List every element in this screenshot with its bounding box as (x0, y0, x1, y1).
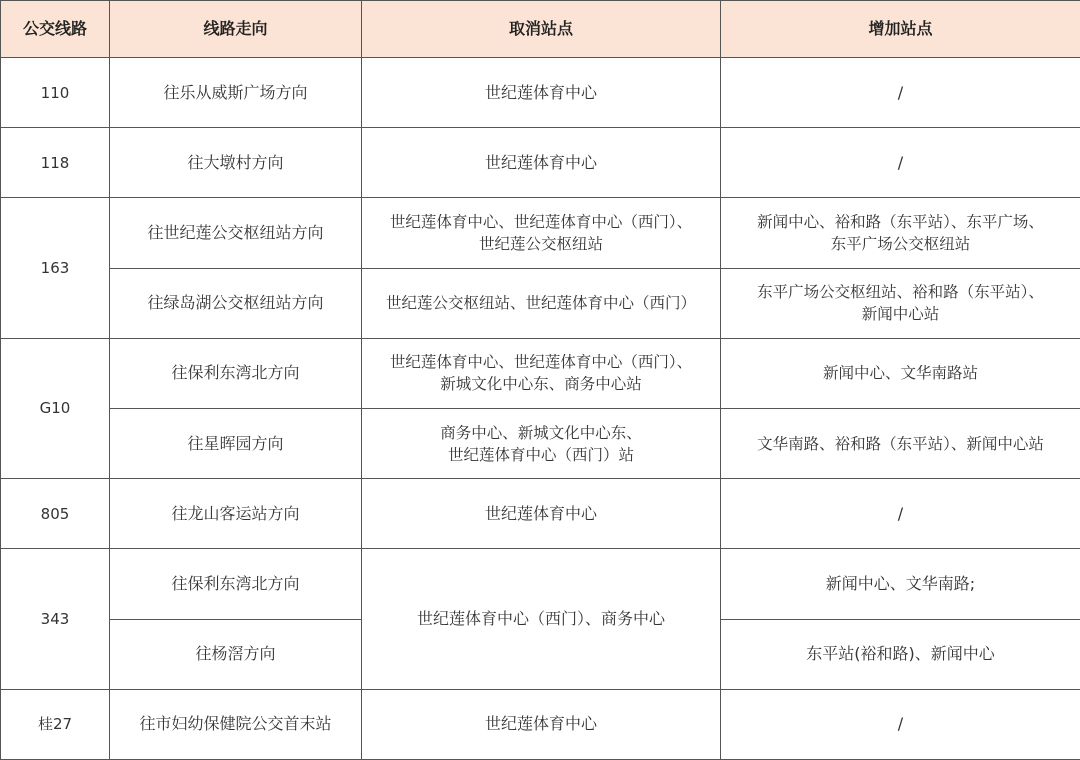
cancelled-stops-text: 世纪莲体育中心（西门）、商务中心 (416, 609, 665, 628)
added-stops-cell (721, 58, 1080, 128)
cancelled-stops-text: 世纪莲公交枢纽站、世纪莲体育中心（西门） (385, 294, 696, 313)
added-stops-text: 东平广场公交枢纽站、裕和路（东平站）、 (757, 283, 1044, 302)
table-row (1, 58, 1080, 128)
table-row (1, 549, 1080, 619)
cancelled-stops-cell (362, 58, 721, 128)
added-stops-cell (721, 268, 1080, 338)
added-stops-cell (721, 128, 1080, 198)
route-direction-cell: 往乐从威斯广场方向 (110, 58, 362, 128)
cancelled-stops-cell (362, 338, 721, 408)
added-stops-cell (721, 198, 1080, 268)
route-direction-cell: 往市妇幼保健院公交首末站 (110, 689, 362, 759)
cancelled-stops-text: 世纪莲体育中心、世纪莲体育中心（西门）、 (389, 212, 693, 231)
cancelled-stops-text: 世纪莲体育中心（西门）站 (447, 445, 634, 464)
route-direction-cell: 往龙山客运站方向 (110, 479, 362, 549)
route-direction-cell: 往世纪莲公交枢纽站方向 (110, 198, 362, 268)
cancelled-stops-cell (362, 408, 721, 478)
table-row (1, 198, 1080, 268)
cancelled-stops-text: 世纪莲体育中心 (484, 714, 597, 734)
route-direction-cell: 往杨滘方向 (110, 619, 362, 689)
table-row (1, 479, 1080, 549)
bus-line-cell: 桂27 (1, 689, 110, 759)
added-stops-cell (721, 619, 1080, 689)
table-row (1, 128, 1080, 198)
bus-line-cell: 805 (1, 479, 110, 549)
cancelled-stops-cell (362, 128, 721, 198)
added-stops-cell (721, 549, 1080, 619)
cancelled-stops-cell (362, 198, 721, 268)
cancelled-stops-text: 世纪莲公交枢纽站 (478, 234, 603, 253)
cancelled-stops-cell (362, 689, 721, 759)
table-row (1, 268, 1080, 338)
route-direction-cell: 往绿岛湖公交枢纽站方向 (110, 268, 362, 338)
bus-line-cell: 118 (1, 128, 110, 198)
added-stops-text: 新闻中心站 (861, 305, 940, 324)
route-direction-cell: 往保利东湾北方向 (110, 549, 362, 619)
added-stops-text: 文华南路、裕和路（东平站）、新闻中心站 (757, 434, 1044, 453)
cancelled-stops-text: 世纪莲体育中心 (484, 82, 597, 102)
table-row (1, 338, 1080, 408)
added-stops-text: / (897, 714, 904, 734)
bus-line-cell: G10 (1, 338, 110, 478)
added-stops-text: / (897, 503, 904, 523)
cancelled-stops-cell (362, 479, 721, 549)
cancelled-stops-text: 新城文化中心东、商务中心站 (440, 375, 642, 394)
added-stops-cell (721, 338, 1080, 408)
header-added-stops: 增加站点 (721, 1, 1080, 58)
cancelled-stops-text: 世纪莲体育中心 (484, 152, 597, 172)
added-stops-text: 东平广场公交枢纽站 (830, 234, 971, 253)
cancelled-stops-text: 世纪莲体育中心 (484, 503, 597, 523)
bus-line-cell: 343 (1, 549, 110, 689)
table-row (1, 408, 1080, 478)
added-stops-text: 新闻中心、裕和路（东平站）、东平广场、 (757, 212, 1044, 231)
table-row (1, 689, 1080, 759)
bus-line-cell: 110 (1, 58, 110, 128)
added-stops-text: 新闻中心、文华南路; (825, 573, 976, 593)
added-stops-text: / (897, 82, 904, 102)
route-direction-cell: 往保利东湾北方向 (110, 338, 362, 408)
header-bus-line: 公交线路 (1, 1, 110, 58)
cancelled-stops-cell (362, 268, 721, 338)
added-stops-cell (721, 479, 1080, 549)
bus-line-cell: 163 (1, 198, 110, 338)
header-cancelled-stops: 取消站点 (362, 1, 721, 58)
added-stops-text: 新闻中心、文华南路站 (822, 364, 978, 383)
cancelled-stops-text: 世纪莲体育中心、世纪莲体育中心（西门）、 (389, 353, 693, 372)
added-stops-text: 东平站(裕和路)、新闻中心 (806, 644, 995, 664)
added-stops-cell (721, 689, 1080, 759)
added-stops-cell (721, 408, 1080, 478)
cancelled-stops-text: 商务中心、新城文化中心东、 (440, 423, 642, 442)
route-direction-cell: 往大墩村方向 (110, 128, 362, 198)
cancelled-stops-cell (362, 549, 721, 689)
table-header-row (1, 1, 1080, 58)
route-direction-cell: 往星晖园方向 (110, 408, 362, 478)
header-route-direction: 线路走向 (110, 1, 362, 58)
added-stops-text: / (897, 152, 904, 172)
